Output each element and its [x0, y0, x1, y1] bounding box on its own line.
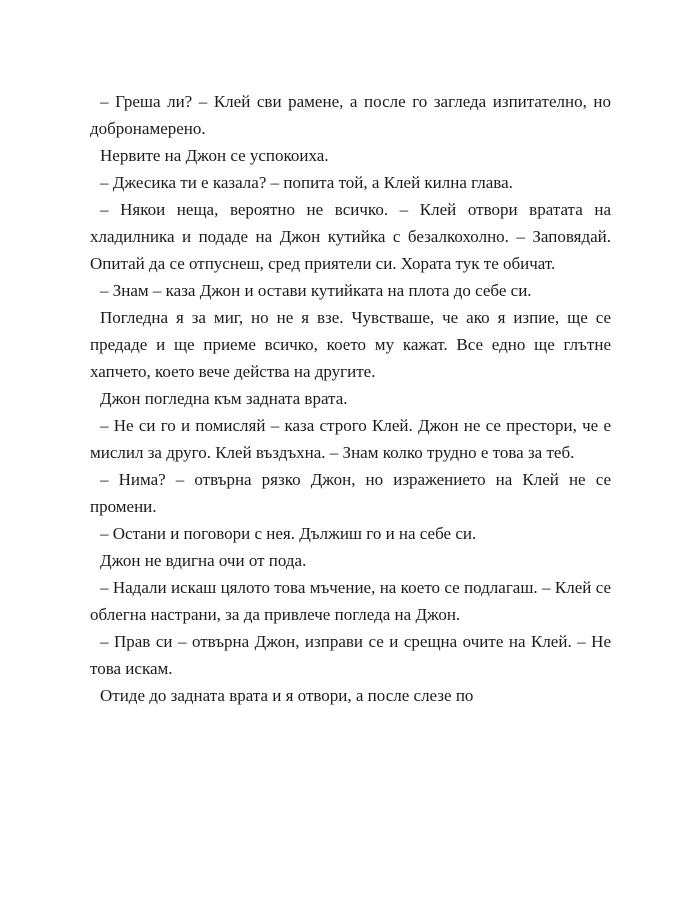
- paragraph: – Знам – каза Джон и остави кутийката на плота до себе си.: [100, 281, 532, 300]
- paragraph: – Джесика ти е казала? – попита той, а Клей килна глава.: [100, 173, 513, 192]
- paragraph: Джон не вдигна очи от пода.: [100, 551, 307, 570]
- paragraph: – Греша ли? – Клей сви рамене, а после го загледа изпитателно, но добронамерено.: [90, 92, 611, 138]
- paragraph: Отиде до задната врата и я отвори, а после слезе по: [100, 686, 474, 705]
- paragraph: – Остани и поговори с нея. Дължиш го и на себе си.: [100, 524, 477, 543]
- paragraph: Джон погледна към задната врата.: [100, 389, 348, 408]
- paragraph: – Не си го и помисляй – каза строго Клей. Джон не се престори, че е мислил за друго. Клей въздъхна. – Знам колко трудно е това за теб.: [90, 416, 611, 462]
- paragraph: Нервите на Джон се успокоиха.: [100, 146, 329, 165]
- paragraph: – Някои неща, вероятно не всичко. – Клей отвори вратата на хладилника и подаде на Джон кутийка с безалкохолно. – Заповядай. Опитай да се отпуснеш, сред приятели си. Хората тук те обичат.: [90, 200, 611, 273]
- page-text: [90, 88, 611, 709]
- paragraph: – Нима? – отвърна рязко Джон, но изражението на Клей не се промени.: [90, 470, 611, 516]
- paragraph: – Прав си – отвърна Джон, изправи се и срещна очите на Клей. – Не това искам.: [90, 632, 611, 678]
- paragraph: Погледна я за миг, но не я взе. Чувстваше, че ако я изпие, ще се предаде и ще приеме всичко, което му кажат. Все едно ще глътне хапчето, което вече действа на другите.: [90, 308, 611, 381]
- paragraph: – Надали искаш цялото това мъчение, на което се подлагаш. – Клей се облегна настрани, за да привлече погледа на Джон.: [90, 578, 611, 624]
